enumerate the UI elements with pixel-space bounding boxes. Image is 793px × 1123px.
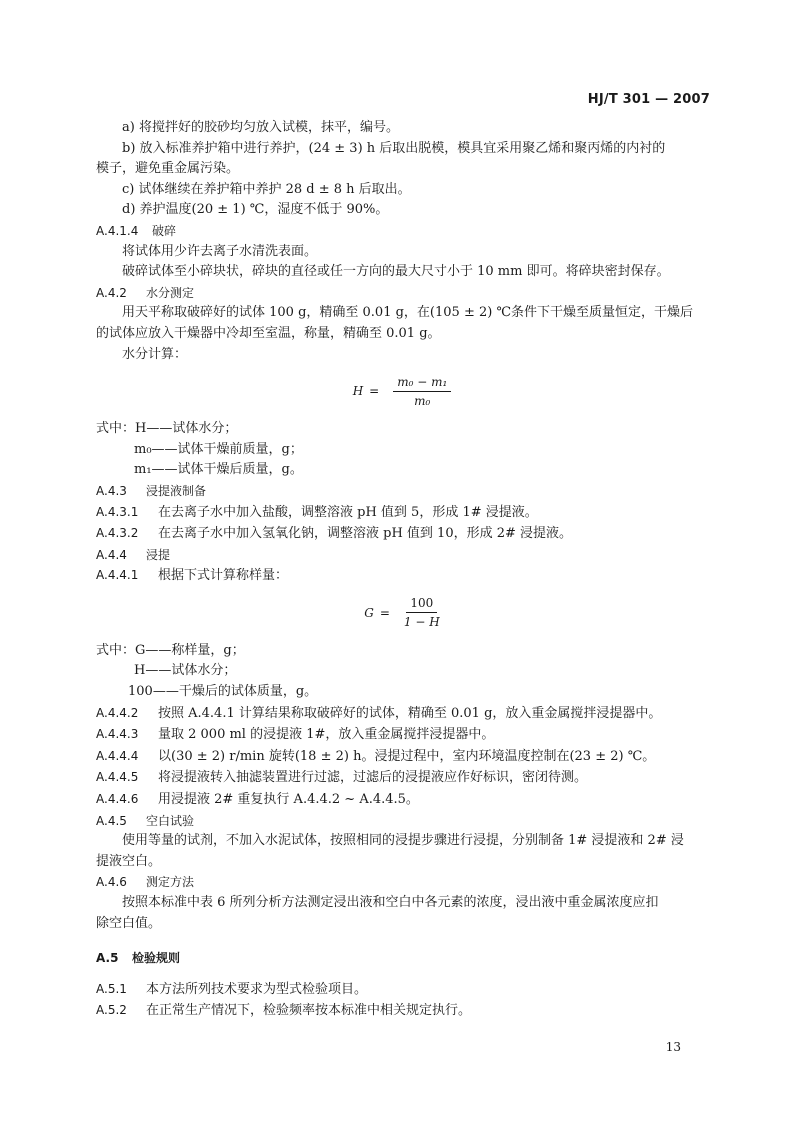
clause-a445 [96, 767, 708, 789]
clause-a431 [96, 502, 708, 524]
definition-line: m₀——试体干燥前质量，g； [134, 441, 303, 457]
formula-numerator: m₀ − m₁ [393, 375, 451, 392]
clause-text: 在去离子水中加入氢氧化钠，调整溶液 pH 值到 10，形成 2# 浸提液。 [158, 526, 573, 542]
clause-number: A.4.4.3 [96, 727, 139, 742]
heading-title: 浸提液制备 [146, 483, 207, 498]
heading-a5 [96, 948, 708, 969]
formula-equals: = [379, 605, 390, 620]
clause-text: 用浸提液 2# 重复执行 A.4.4.2 ~ A.4.4.5。 [158, 792, 419, 808]
definition-line: m₁——试体干燥后质量，g。 [134, 462, 303, 478]
heading-number: A.4.4 [96, 547, 127, 562]
clause-a444 [96, 746, 708, 768]
formula-denominator: m₀ [414, 393, 431, 408]
clause-a52 [96, 1000, 708, 1022]
heading-title: 测定方法 [146, 875, 195, 890]
list-item-d: d) 养护温度(20 ± 1) ℃，湿度不低于 90%。 [122, 202, 389, 218]
formula-lhs: G [364, 605, 374, 620]
list-item-b-line2: 模子，避免重金属污染。 [96, 161, 240, 177]
clause-number: A.4.3.1 [96, 504, 139, 519]
list-item-b-line1: b) 放入标准养护箱中进行养护，(24 ± 3) h 后取出脱模，模具宜采用聚乙烯和聚丙烯的内衬的 [122, 140, 666, 156]
heading-a44 [96, 545, 708, 566]
paragraph: 将试体用少许去离子水清洗表面。 [122, 243, 318, 259]
heading-a46 [96, 872, 708, 893]
list-item-c: c) 试体继续在养护箱中养护 28 d ± 8 h 后取出。 [122, 181, 411, 197]
heading-a43 [96, 481, 708, 502]
heading-number: A.4.1.4 [96, 223, 139, 238]
heading-a45 [96, 811, 708, 832]
formula-fraction [404, 596, 440, 629]
clause-text: 本方法所列技术要求为型式检验项目。 [146, 981, 368, 997]
document-body [96, 118, 708, 1022]
clause-number: A.5.2 [96, 1003, 127, 1018]
heading-title: 浸提 [146, 547, 171, 562]
paragraph-line: 按照本标准中表 6 所列分析方法测定浸出液和空白中各元素的浓度，浸出液中重金属浓度应扣 [122, 895, 659, 910]
clause-number: A.4.4.2 [96, 705, 139, 720]
heading-title: 破碎 [152, 223, 177, 238]
clause-number: A.4.4.6 [96, 792, 139, 807]
paragraph-line: 提液空白。 [96, 853, 162, 869]
heading-title: 空白试验 [146, 813, 195, 828]
clause-text: 将浸提液转入抽滤装置进行过滤，过滤后的浸提液应作好标识，密闭待测。 [158, 770, 588, 786]
sample-mass-formula [96, 593, 708, 633]
moisture-formula [96, 371, 708, 411]
clause-text: 按照 A.4.4.1 计算结果称取破碎好的试体，精确至 0.01 g，放入重金属搅拌浸提器中。 [158, 705, 662, 721]
formula-equals: = [369, 384, 380, 399]
paragraph-line: 使用等量的试剂，不加入水泥试体，按照相同的浸提步骤进行浸提，分别制备 1# 浸提液和 2# 浸 [122, 833, 684, 849]
clause-a443 [96, 724, 708, 746]
paragraph-line: 用天平称取破碎好的试体 100 g，精确至 0.01 g，在(105 ± 2) ℃条件下干燥至质量恒定，干燥后 [122, 305, 693, 321]
clause-a446 [96, 789, 708, 811]
clause-text: 以(30 ± 2) r/min 旋转(18 ± 2) h。浸提过程中，室内环境温度控制在(23 ± 2) ℃。 [158, 748, 656, 764]
paragraph: 水分计算： [122, 346, 188, 362]
list-item-a: a) 将搅拌好的胶砂均匀放入试模，抹平，编号。 [122, 120, 399, 135]
heading-number: A.4.6 [96, 875, 127, 890]
heading-a42 [96, 283, 708, 304]
clause-number: A.5.1 [96, 981, 127, 996]
clause-a432 [96, 523, 708, 545]
clause-number: A.4.4.4 [96, 748, 139, 763]
clause-a442 [96, 703, 708, 725]
clause-text: 根据下式计算称样量： [158, 568, 289, 584]
definition-line: 100——干燥后的试体质量，g。 [128, 684, 318, 700]
clause-number: A.4.4.1 [96, 568, 139, 583]
clause-text: 量取 2 000 ml 的浸提液 1#，放入重金属搅拌浸提器中。 [158, 727, 495, 743]
formula-lhs: H [352, 384, 364, 399]
clause-a441 [96, 565, 708, 587]
clause-text: 在正常生产情况下，检验频率按本标准中相关规定执行。 [146, 1003, 472, 1019]
clause-number: A.4.3.2 [96, 526, 139, 541]
standard-code: HJ/T 301 — 2007 [587, 92, 710, 107]
heading-number: A.4.5 [96, 813, 127, 828]
formula-fraction [393, 375, 451, 408]
heading-title: 水分测定 [146, 285, 195, 300]
formula-numerator: 100 [406, 596, 437, 613]
heading-number: A.4.2 [96, 285, 127, 300]
definition-line: H——试体水分； [134, 663, 237, 679]
paragraph: 破碎试体至小碎块状，碎块的直径或任一方向的最大尺寸小于 10 mm 即可。将碎块密封保存。 [122, 264, 670, 280]
definition-line: 式中：H——试体水分； [96, 421, 238, 437]
page-number: 13 [665, 1040, 681, 1054]
clause-a51 [96, 979, 708, 1001]
clause-text: 在去离子水中加入盐酸，调整溶液 pH 值到 5，形成 1# 浸提液。 [158, 504, 538, 520]
heading-title: 检验规则 [132, 951, 181, 966]
paragraph-line: 除空白值。 [96, 915, 162, 931]
paragraph-line: 的试体应放入干燥器中冷却至室温，称量，精确至 0.01 g。 [96, 325, 441, 341]
clause-number: A.4.4.5 [96, 770, 139, 785]
definition-line: 式中：G——称样量，g； [96, 642, 245, 658]
formula-denominator: 1 − H [403, 615, 440, 630]
heading-number: A.5 [96, 951, 119, 966]
heading-a414 [96, 221, 708, 242]
heading-number: A.4.3 [96, 483, 127, 498]
